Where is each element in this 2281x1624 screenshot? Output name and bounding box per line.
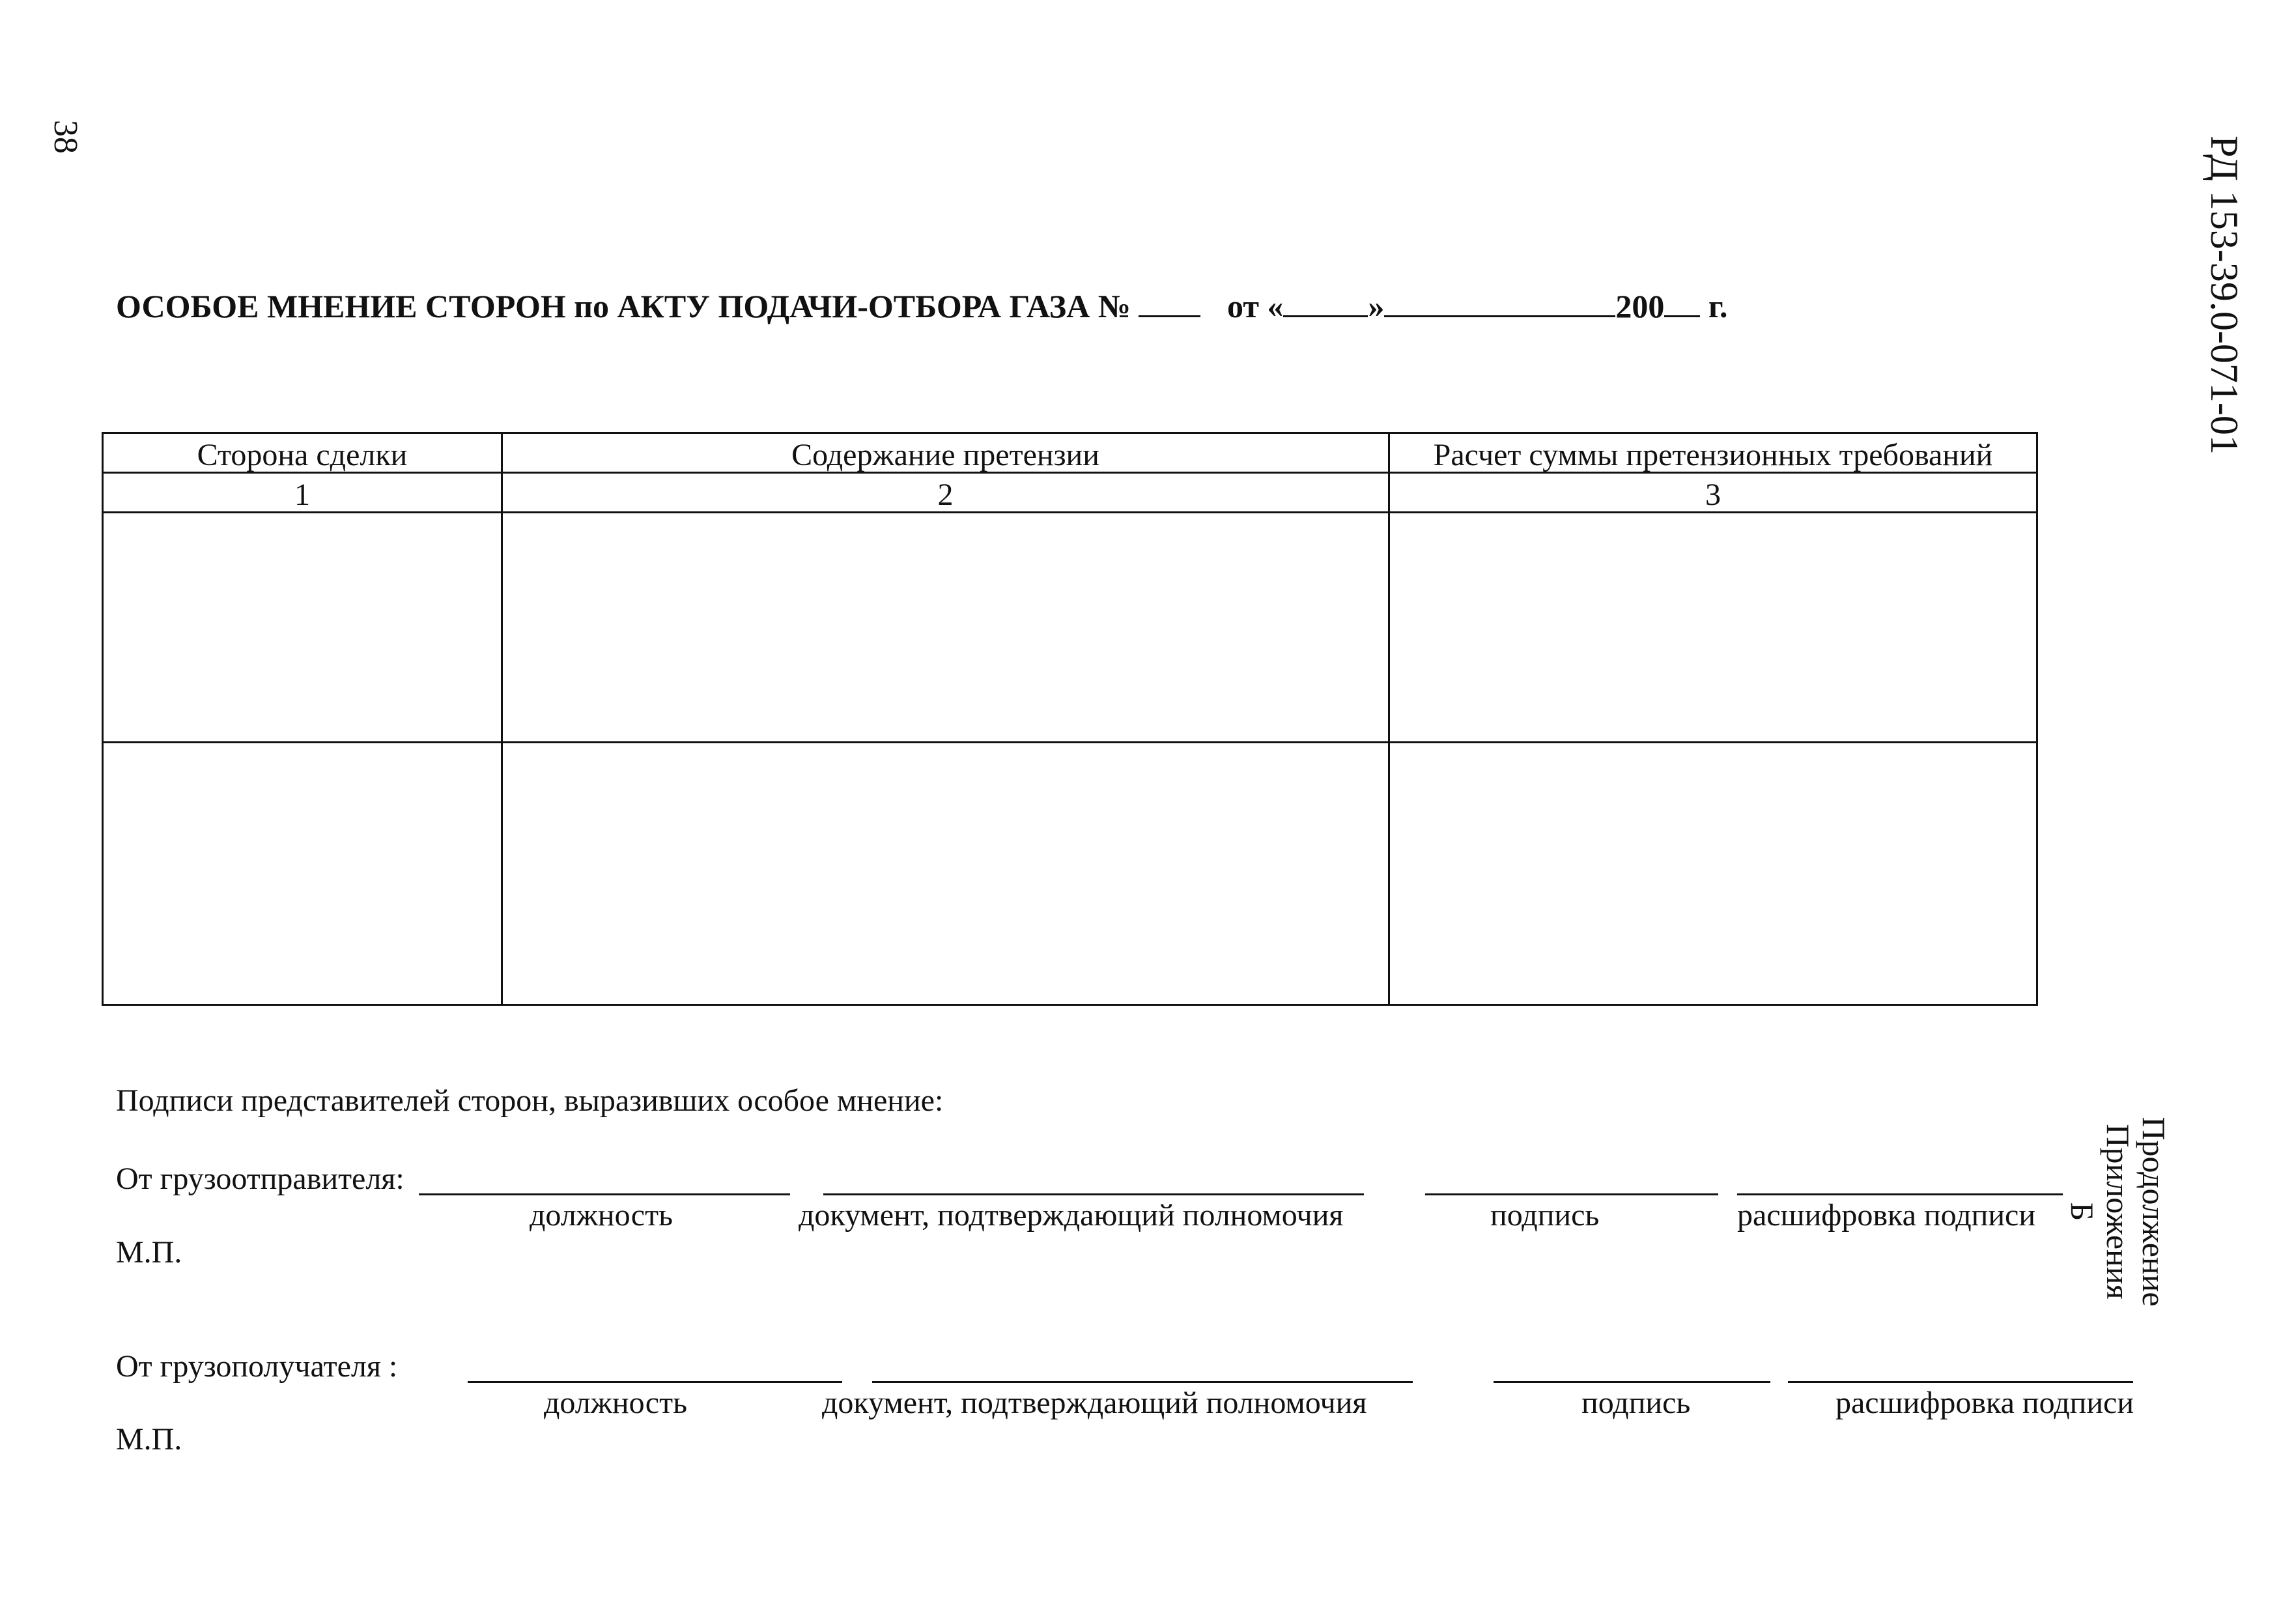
shipper-document-caption: документ, подтверждающий полномочия <box>799 1198 1344 1232</box>
column-number: 1 <box>103 473 502 513</box>
receiver-position-line[interactable] <box>468 1381 842 1383</box>
table-row <box>103 513 2037 743</box>
table-header-row <box>103 433 2037 473</box>
title-year-prefix: 200 <box>1615 288 1665 324</box>
receiver-document-line[interactable] <box>872 1381 1413 1383</box>
receiver-stamp: М.П. <box>116 1422 182 1457</box>
claims-table <box>102 432 2038 1006</box>
receiver-position-caption: должность <box>544 1386 687 1420</box>
shipper-signature-line[interactable] <box>1425 1193 1718 1195</box>
shipper-document-line[interactable] <box>823 1193 1364 1195</box>
table-cell[interactable] <box>103 743 502 1005</box>
receiver-signature-line[interactable] <box>1494 1381 1770 1383</box>
appendix-note <box>2064 1114 2172 1309</box>
receiver-document-caption: документ, подтверждающий полномочия <box>822 1386 1367 1420</box>
table-row <box>103 743 2037 1005</box>
shipper-stamp: М.П. <box>116 1235 182 1270</box>
shipper-position-caption: должность <box>530 1198 673 1232</box>
page-number: 38 <box>47 120 84 154</box>
page-title <box>116 280 1727 332</box>
header-claim-amount: Расчет суммы претензионных требований <box>1389 433 2037 473</box>
table-number-row <box>103 473 2037 513</box>
appendix-note-line2: Приложения Б <box>2064 1124 2136 1300</box>
receiver-decoding-line[interactable] <box>1788 1381 2133 1383</box>
shipper-decoding-caption: расшифровка подписи <box>1737 1198 2036 1232</box>
appendix-note-line1: Продолжение <box>2136 1117 2172 1307</box>
table-cell[interactable] <box>502 513 1389 743</box>
shipper-label: От грузоотправителя: <box>116 1161 404 1196</box>
title-date-prefix: от « <box>1226 288 1284 324</box>
header-claim-content: Содержание претензии <box>502 433 1389 473</box>
title-year-suffix: г. <box>1708 288 1728 324</box>
table-cell[interactable] <box>502 743 1389 1005</box>
document-id: РД 153-39.0-071-01 <box>2203 135 2246 455</box>
header-party: Сторона сделки <box>103 433 502 473</box>
receiver-signature-caption: подпись <box>1581 1386 1691 1420</box>
table-cell[interactable] <box>103 513 502 743</box>
column-number: 3 <box>1389 473 2037 513</box>
title-date-quote: » <box>1368 288 1385 324</box>
table-cell[interactable] <box>1389 513 2037 743</box>
column-number: 2 <box>502 473 1389 513</box>
act-number-blank[interactable] <box>1139 292 1200 317</box>
table-cell[interactable] <box>1389 743 2037 1005</box>
receiver-label: От грузополучателя : <box>116 1349 398 1384</box>
shipper-decoding-line[interactable] <box>1737 1193 2063 1195</box>
shipper-position-line[interactable] <box>419 1193 790 1195</box>
date-year-blank[interactable] <box>1664 292 1700 317</box>
date-month-blank[interactable] <box>1384 292 1615 317</box>
shipper-signature-caption: подпись <box>1490 1198 1600 1232</box>
title-main: ОСОБОЕ МНЕНИЕ СТОРОН по АКТУ ПОДАЧИ-ОТБОРА ГАЗА № <box>116 288 1131 324</box>
receiver-decoding-caption: расшифровка подписи <box>1835 1386 2134 1420</box>
date-day-blank[interactable] <box>1283 292 1368 317</box>
signatures-intro: Подписи представителей сторон, выразивших особое мнение: <box>116 1083 944 1118</box>
